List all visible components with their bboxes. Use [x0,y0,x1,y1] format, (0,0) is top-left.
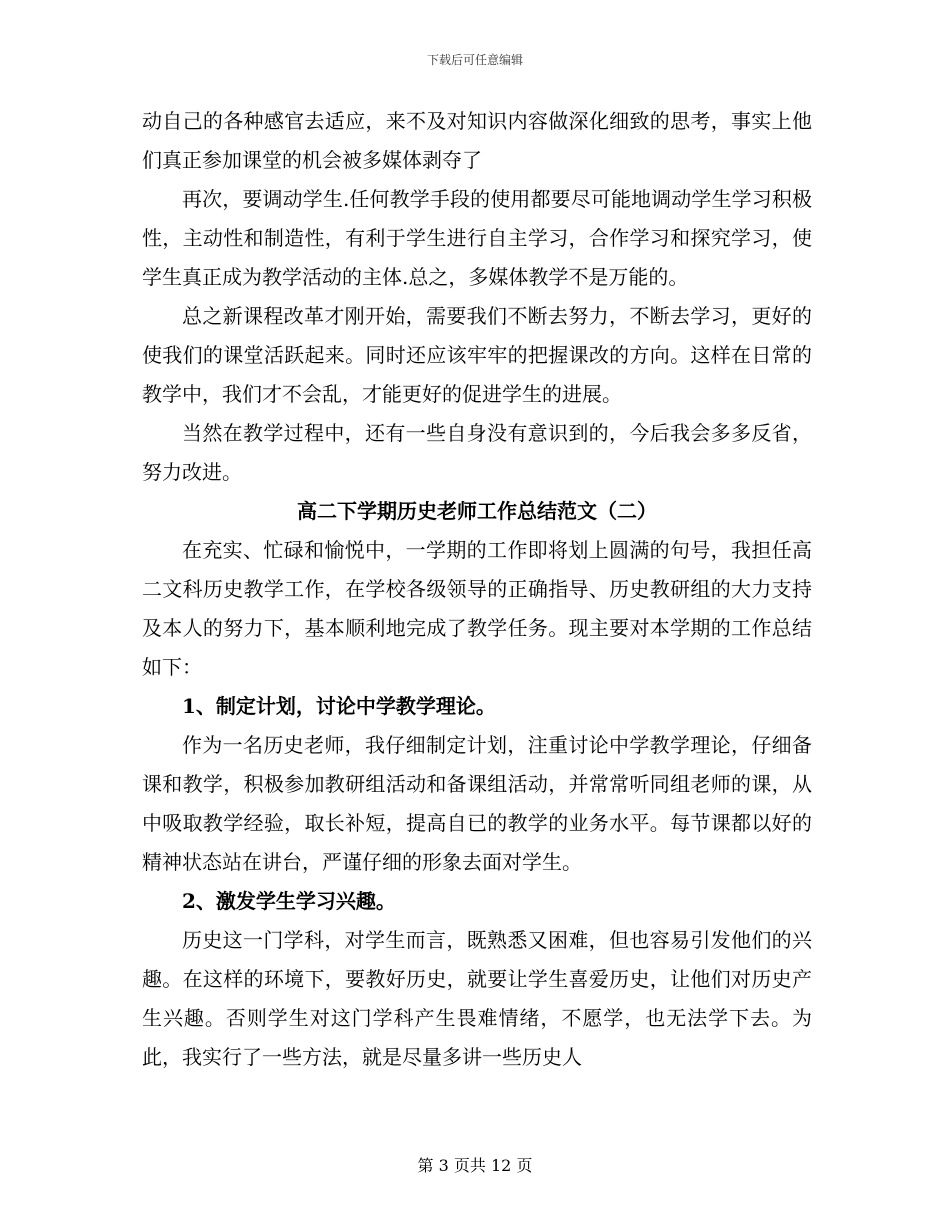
paragraph: 总之新课程改革才刚开始，需要我们不断去努力，不断去学习，更好的使我们的课堂活跃起来。同时还应该牢牢的把握课改的方向。这样在日常的教学中，我们才不会乱，才能更好的促进学生的进展。 [142,304,812,406]
paragraph: 作为一名历史老师，我仔细制定计划，注重讨论中学教学理论，仔细备课和教学，积极参加教研组活动和备课组活动，并常常听同组老师的课，从中吸取教学经验，取长补短，提高自已的教学的业务水平。每节课都以好的精神状态站在讲台，严谨仔细的形象去面对学生。 [142,733,812,874]
page-footer: 第 3 页共 12 页 [417,1156,533,1175]
section-heading: 1、制定计划，讨论中学教学理论。 [182,694,496,718]
paragraph: 再次，要调动学生.任何教学手段的使用都要尽可能地调动学生学习积极性，主动性和制造性，有利于学生进行自主学习，合作学习和探究学习，使学生真正成为教学活动的主体.总之，多媒体教学不是万能的。 [142,187,812,289]
section-heading: 2、激发学生学习兴趣。 [182,889,396,913]
paragraph: 当然在教学过程中，还有一些自身没有意识到的，今后我会多多反省，努力改进。 [142,421,812,484]
paragraph-continued: 动自己的各种感官去适应，来不及对知识内容做深化细致的思考，事实上他们真正参加课堂的机会被多媒体剥夺了 [142,109,812,172]
section-title: 高二下学期历史老师工作总结范文（二） [297,499,657,523]
page-header: 下载后可任意编辑 [426,53,523,67]
paragraph: 历史这一门学科，对学生而言，既熟悉又困难，但也容易引发他们的兴趣。在这样的环境下，要教好历史，就要让学生喜爱历史，让他们对历史产生兴趣。否则学生对这门学科产生畏难情绪，不愿学，也无法学下去。为此，我实行了一些方法，就是尽量多讲一些历史人 [142,928,812,1069]
paragraph: 在充实、忙碌和愉悦中，一学期的工作即将划上圆满的句号，我担任高二文科历史教学工作，在学校各级领导的正确指导、历史教研组的大力支持及本人的努力下，基本顺利地完成了教学任务。现主要对本学期的工作总结如下： [142,538,812,679]
document-body [142,102,812,1077]
